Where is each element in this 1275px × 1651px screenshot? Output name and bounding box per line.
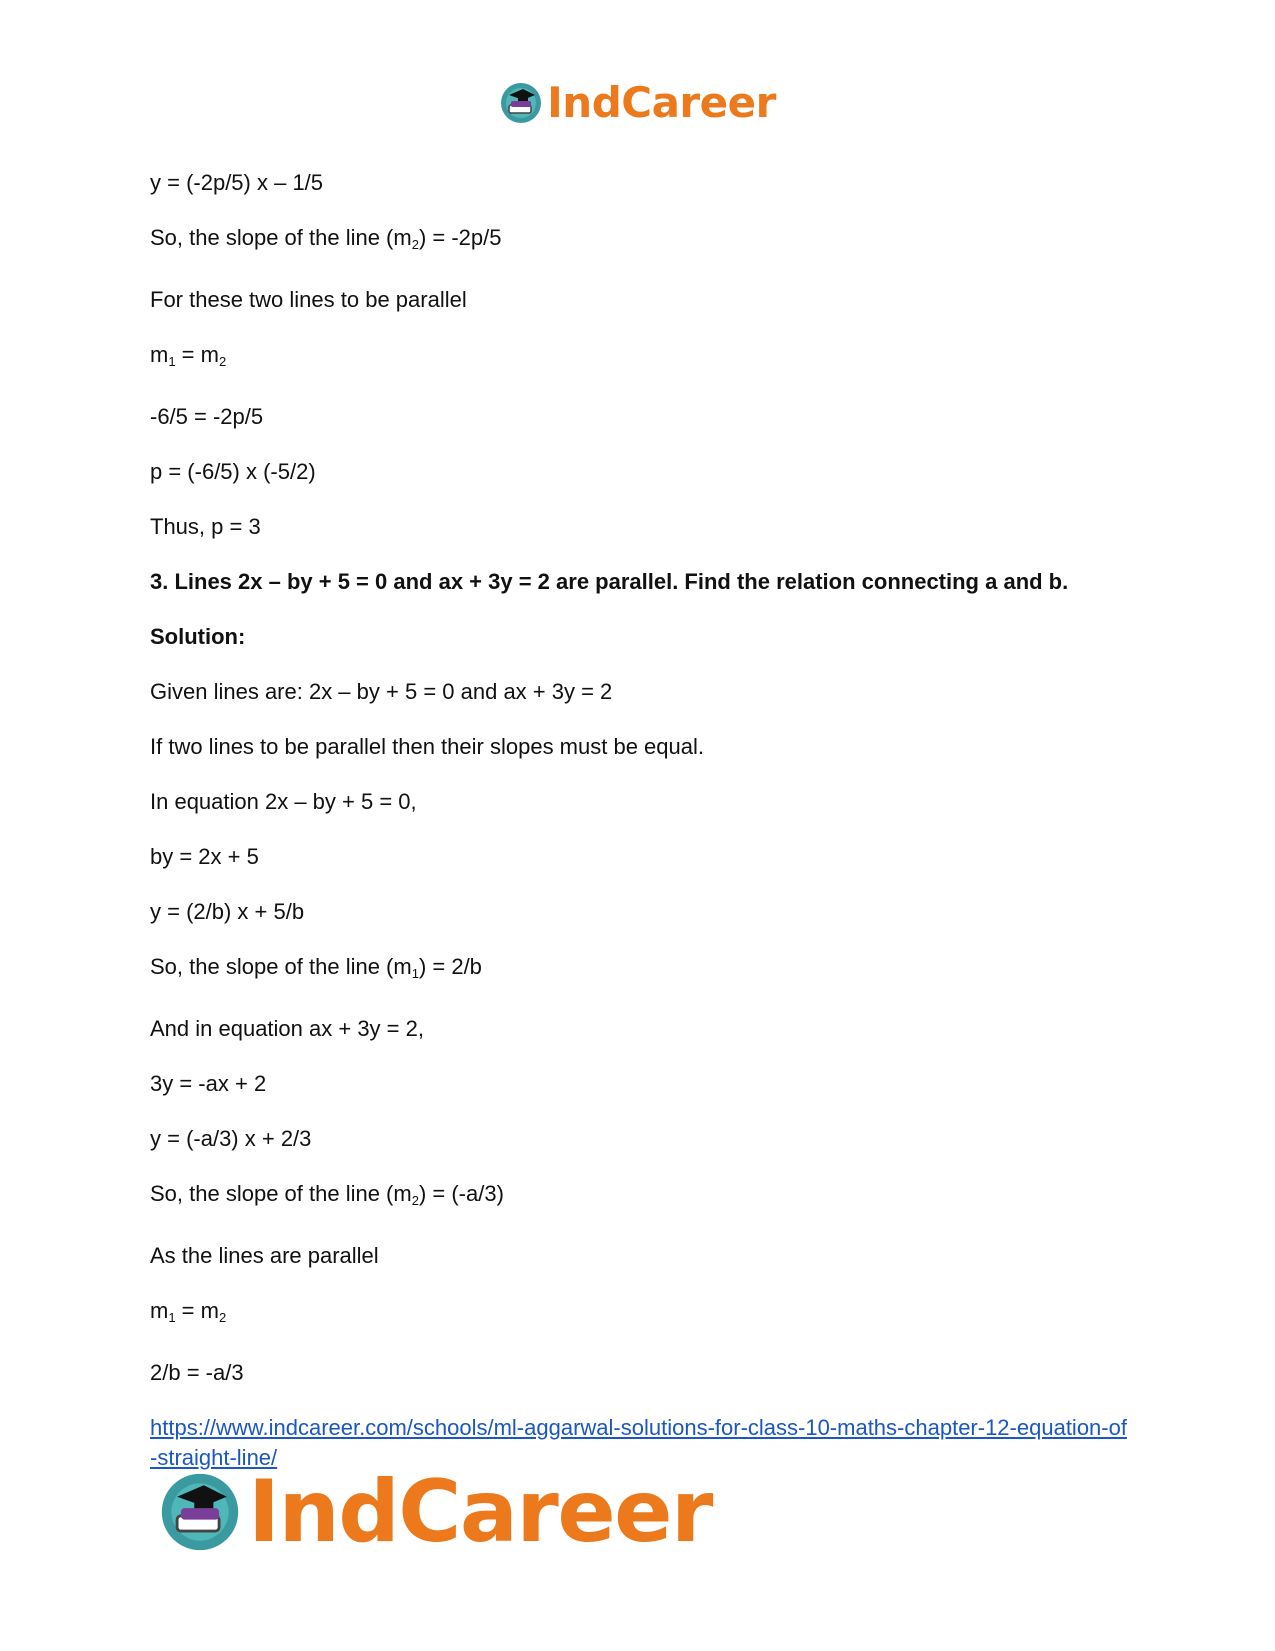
text-line <box>150 1358 1140 1388</box>
text-segment: y = (2/b) x + 5/b <box>150 899 305 924</box>
question-text <box>150 622 1140 652</box>
subscript: 1 <box>168 354 176 369</box>
text-segment: As the lines are parallel <box>150 1243 379 1268</box>
subscript: 2 <box>218 1310 227 1325</box>
text-segment: ) = -2p/5 <box>418 225 502 250</box>
text-line <box>150 223 1140 260</box>
text-segment: So, the slope of the line (m <box>150 1181 412 1206</box>
text-line <box>150 285 1140 315</box>
subscript: 2 <box>411 1193 419 1208</box>
text-line <box>150 1179 1140 1216</box>
document-body <box>150 168 1140 1473</box>
text-line <box>150 340 1140 377</box>
graduation-book-icon <box>158 1470 242 1554</box>
text-line <box>150 787 1140 817</box>
text-line <box>150 512 1140 542</box>
header-logo <box>0 78 1275 127</box>
text-line <box>150 1014 1140 1044</box>
brand-logo-large <box>158 1462 712 1562</box>
subscript: 1 <box>168 1310 176 1325</box>
text-segment: If two lines to be parallel then their slopes must be equal. <box>150 734 704 759</box>
text-line <box>150 897 1140 927</box>
source-link[interactable]: https://www.indcareer.com/schools/ml-aggarwal-solutions-for-class-10-maths-chapter-12-equation-of-straight-line/ <box>150 1415 1127 1470</box>
subscript: 1 <box>411 966 419 981</box>
text-line <box>150 842 1140 872</box>
text-segment: So, the slope of the line (m <box>150 225 412 250</box>
text-segment: = m <box>175 1298 219 1323</box>
footer-logo <box>158 1462 712 1562</box>
text-segment: by = 2x + 5 <box>150 844 259 869</box>
text-segment: Solution: <box>150 624 246 649</box>
text-line <box>150 677 1140 707</box>
text-segment: p = (-6/5) x (-5/2) <box>150 459 316 484</box>
text-line <box>150 1241 1140 1271</box>
text-line <box>150 1069 1140 1099</box>
text-segment: And in equation ax + 3y = 2, <box>150 1016 424 1041</box>
brand-wordmark: IndCareer <box>547 78 776 127</box>
text-segment: ) = 2/b <box>418 954 482 979</box>
text-segment: In equation 2x – by + 5 = 0, <box>150 789 417 814</box>
text-line <box>150 732 1140 762</box>
subscript: 2 <box>411 237 419 252</box>
text-segment: m <box>150 1298 169 1323</box>
text-segment: So, the slope of the line (m <box>150 954 412 979</box>
subscript: 2 <box>218 354 227 369</box>
text-line <box>150 168 1140 198</box>
text-segment: 3. Lines 2x – by + 5 = 0 and ax + 3y = 2 are parallel. Find the relation connecting a and b. <box>150 569 1069 594</box>
text-line <box>150 952 1140 989</box>
text-segment: Thus, p = 3 <box>150 514 261 539</box>
text-segment: For these two lines to be parallel <box>150 287 467 312</box>
text-segment: -6/5 = -2p/5 <box>150 404 264 429</box>
brand-logo <box>499 78 776 127</box>
text-line <box>150 1124 1140 1154</box>
text-segment: y = (-a/3) x + 2/3 <box>150 1126 312 1151</box>
text-segment: y = (-2p/5) x – 1/5 <box>150 170 324 195</box>
text-line <box>150 457 1140 487</box>
text-segment: ) = (-a/3) <box>418 1181 504 1206</box>
graduation-book-icon <box>499 81 543 125</box>
text-segment: 3y = -ax + 2 <box>150 1071 267 1096</box>
text-line <box>150 1296 1140 1333</box>
text-segment: Given lines are: 2x – by + 5 = 0 and ax + 3y = 2 <box>150 679 613 704</box>
text-segment: = m <box>175 342 219 367</box>
text-segment: m <box>150 342 169 367</box>
question-text <box>150 567 1140 597</box>
text-segment: 2/b = -a/3 <box>150 1360 244 1385</box>
brand-wordmark-large: IndCareer <box>248 1462 712 1562</box>
text-line <box>150 402 1140 432</box>
